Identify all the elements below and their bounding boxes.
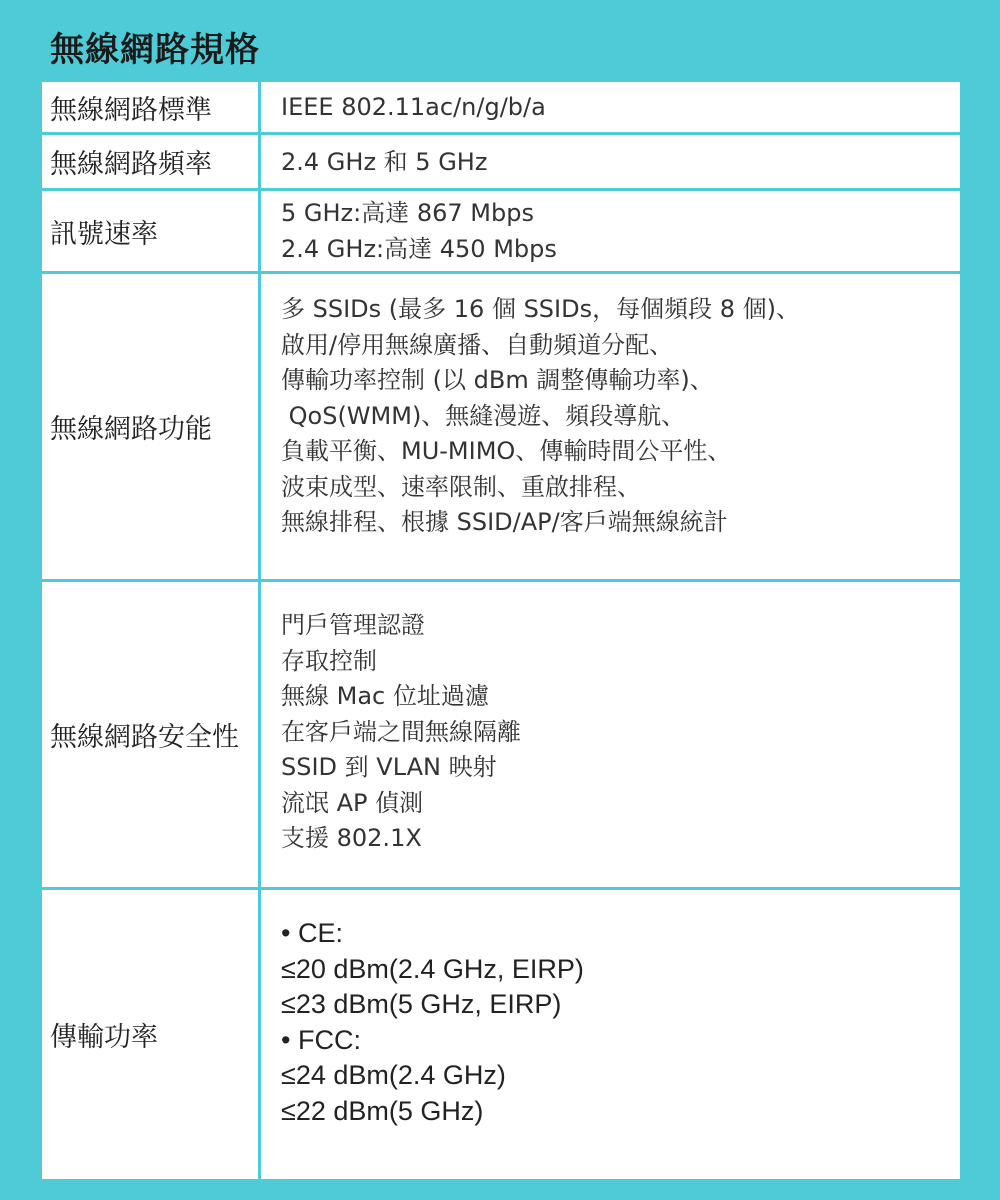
spec-row-wireless-standard [42,82,960,132]
spec-label: 無線網路頻率 [42,135,258,188]
spec-value-line: 支援 802.1X [281,824,422,852]
spec-value-line: 無線 Mac 位址過濾 [281,682,489,710]
spec-row-signal-rate [42,191,960,271]
spec-value-line: 無線排程、根據 SSID/AP/客戶端無線統計 [281,508,728,536]
spec-value-line: SSID 到 VLAN 映射 [281,753,497,781]
page-title: 無線網路規格 [50,30,260,70]
spec-value-line: IEEE 802.11ac/n/g/b/a [281,93,546,121]
spec-label: 無線網路標準 [42,82,258,132]
spec-value [261,82,960,132]
spec-value [261,274,960,579]
spec-value-line: 流氓 AP 偵測 [281,788,424,817]
spec-value-line: 在客戶端之間無線隔離 [281,717,521,746]
spec-value-line: 傳輸功率控制 (以 dBm 調整傳輸功率)、 [281,366,714,394]
spec-value-line: ≤23 dBm(5 GHz, EIRP) [281,989,562,1019]
spec-value-line: • FCC: [281,1024,361,1055]
spec-value-line: 波束成型、速率限制、重啟排程、 [281,472,641,501]
spec-value-line: QoS(WMM)、無縫漫遊、頻段導航、 [281,401,686,430]
spec-label: 無線網路安全性 [42,582,258,887]
spec-value-line: 啟用/停用無線廣播、自動頻道分配、 [281,330,674,359]
spec-value [261,135,960,188]
spec-label: 無線網路功能 [42,274,258,579]
spec-value-line: ≤20 dBm(2.4 GHz, EIRP) [281,953,584,984]
spec-value-line: 多 SSIDs (最多 16 個 SSIDs，每個頻段 8 個)、 [281,295,800,323]
spec-row-transmit-power [42,890,960,1179]
spec-value [261,191,960,271]
spec-value-line: • CE: [281,918,343,948]
spec-row-wireless-features [42,274,960,579]
spec-value-line: ≤24 dBm(2.4 GHz) [281,1060,506,1090]
spec-value-line: 門戶管理認證 [281,611,425,639]
spec-label: 傳輸功率 [42,890,258,1179]
spec-value [261,890,960,1179]
spec-value-line: 2.4 GHz 和 5 GHz [281,147,488,176]
spec-value-line: 負載平衡、MU-MIMO、傳輸時間公平性、 [281,437,732,465]
spec-value-line: ≤22 dBm(5 GHz) [281,1095,484,1126]
spec-value-line: 5 GHz:高達 867 Mbps [281,199,534,227]
spec-row-wireless-frequency [42,135,960,188]
spec-table [42,82,960,1182]
spec-value-line: 2.4 GHz:高達 450 Mbps [281,235,557,263]
spec-row-wireless-security [42,582,960,887]
spec-value-line: 存取控制 [281,646,377,675]
spec-value [261,582,960,887]
spec-label: 訊號速率 [42,191,258,271]
